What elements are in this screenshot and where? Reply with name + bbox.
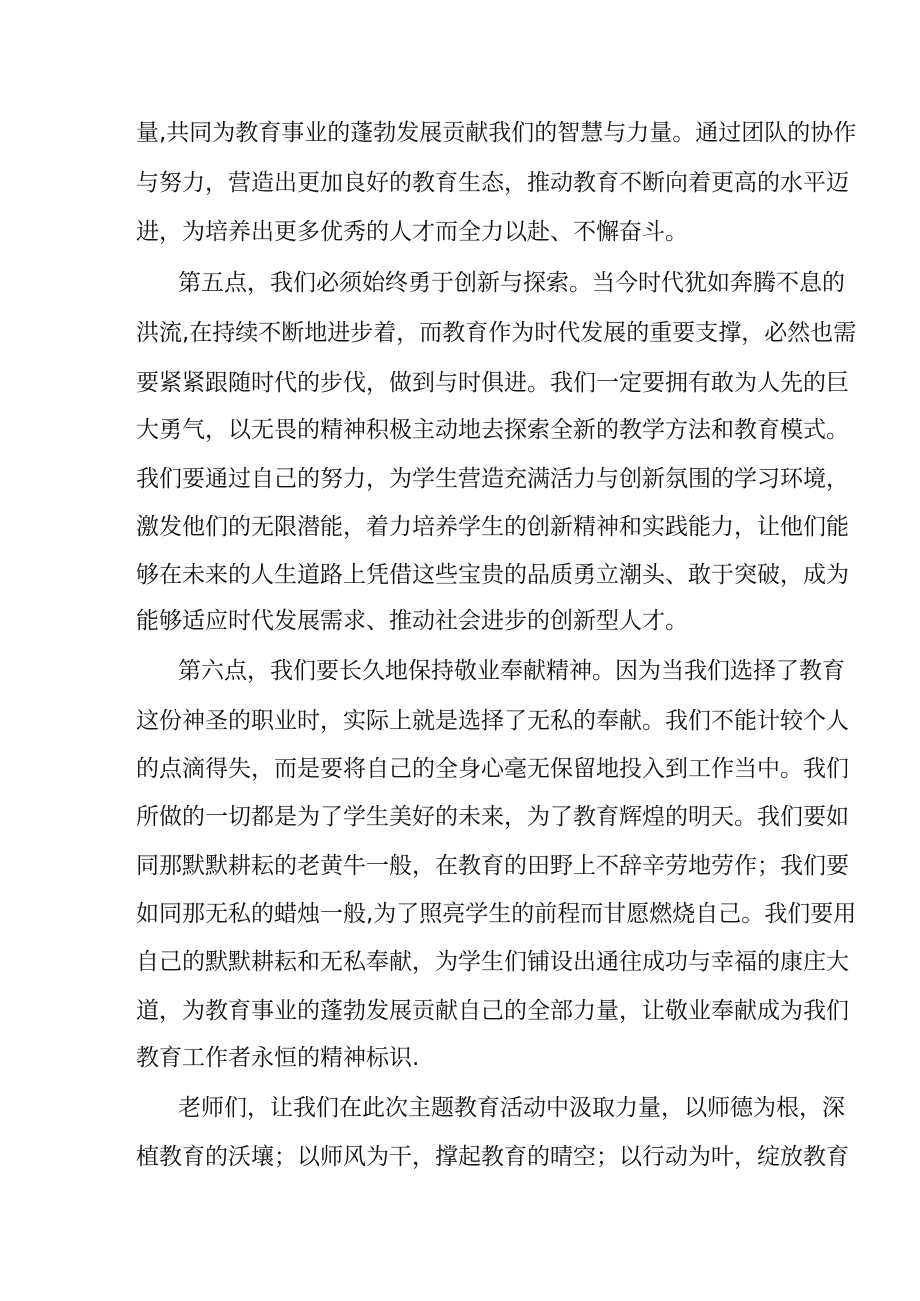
text-line: 大勇气，以无畏的精神积极主动地去探索全新的教学方法和教育模式。 <box>136 417 849 443</box>
text-line: 所做的一切都是为了学生美好的未来，为了教育辉煌的明天。我们要如 <box>136 804 849 830</box>
text-line: 激发他们的无限潜能，着力培养学生的创新精神和实践能力，让他们能 <box>136 514 849 540</box>
text-line: 自己的默默耕耘和无私奉献，为学生们铺设出通往成功与幸福的康庄大 <box>136 949 849 975</box>
text-line: 这份神圣的职业时，实际上就是选择了无私的奉献。我们不能计较个人 <box>136 708 849 734</box>
text-line: 量,共同为教育事业的蓬勃发展贡献我们的智慧与力量。通过团队的协作 <box>136 120 857 146</box>
text-line: 教育工作者永恒的精神标识. <box>136 1045 420 1071</box>
text-line: 如同那无私的蜡烛一般,为了照亮学生的前程而甘愿燃烧自己。我们要用 <box>136 901 857 927</box>
text-line: 洪流,在持续不断地进步着，而教育作为时代发展的重要支撑，必然也需 <box>136 320 857 346</box>
text-line: 植教育的沃壤；以师风为干，撑起教育的晴空；以行动为叶，绽放教育 <box>136 1144 849 1170</box>
paragraph-first-line: 第六点，我们要长久地保持敬业奉献精神。因为当我们选择了教育 <box>178 658 845 684</box>
paragraph-first-line: 老师们，让我们在此次主题教育活动中汲取力量，以师德为根，深 <box>178 1095 845 1121</box>
text-line: 道，为教育事业的蓬勃发展贡献自己的全部力量，让敬业奉献成为我们 <box>136 998 849 1024</box>
text-line: 能够适应时代发展需求、推动社会进步的创新型人才。 <box>136 608 688 634</box>
text-line: 我们要通过自己的努力，为学生营造充满活力与创新氛围的学习环境， <box>136 466 849 492</box>
text-line: 进，为培养出更多优秀的人才而全力以赴、不懈奋斗。 <box>136 219 688 245</box>
text-line: 够在未来的人生道路上凭借这些宝贵的品质勇立潮头、敢于突破，成为 <box>136 562 849 588</box>
text-line: 与努力，营造出更加良好的教育生态，推动教育不断向着更高的水平迈 <box>136 170 849 196</box>
paragraph-first-line: 第五点，我们必须始终勇于创新与探索。当今时代犹如奔腾不息的 <box>178 270 845 296</box>
text-line: 要紧紧跟随时代的步伐，做到与时俱进。我们一定要拥有敢为人先的巨 <box>136 370 849 396</box>
text-line: 的点滴得失，而是要将自己的全身心毫无保留地投入到工作当中。我们 <box>136 756 849 782</box>
text-line: 同那默默耕耘的老黄牛一般，在教育的田野上不辞辛劳地劳作；我们要 <box>136 853 849 879</box>
